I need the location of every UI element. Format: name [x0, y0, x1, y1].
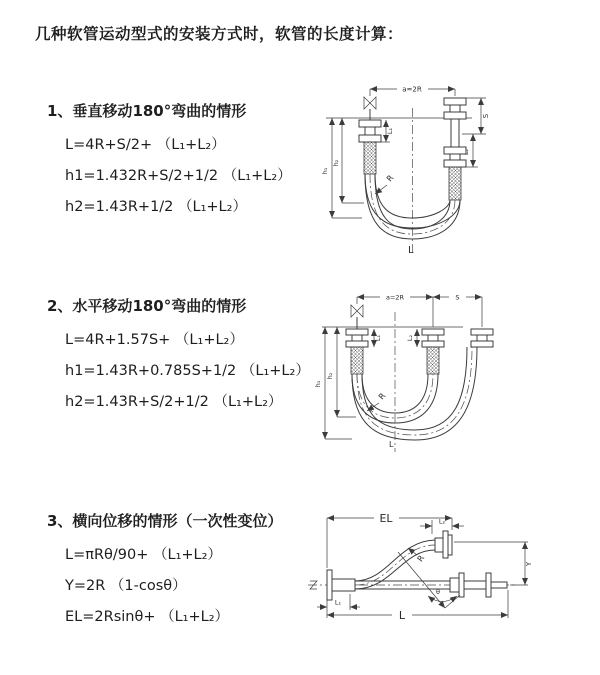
dim-label-l1: L₁ [374, 334, 382, 342]
formula-length: L=πRθ/90+ （L₁+L₂） [65, 547, 222, 563]
left-flange-fitting [327, 570, 355, 600]
dim-a-2r [370, 86, 455, 97]
formula-length: L=4R+S/2+ （L₁+L₂） [65, 137, 226, 153]
dim-label-l1: L₁ [334, 598, 342, 607]
dim-label-h2: h₂ [332, 159, 340, 167]
section-2 [47, 295, 327, 418]
diagram-horizontal-180-bend [310, 284, 600, 456]
dim-y [454, 542, 533, 585]
hose-loop-displaced [352, 347, 477, 440]
dim-label-l: L [389, 440, 394, 449]
diagram-lateral-displacement [300, 510, 600, 658]
dim-l1 [317, 594, 360, 610]
braided-hose-section [364, 142, 376, 174]
dim-label-r: R [376, 391, 388, 402]
formula-length: L=4R+1.57S+ （L₁+L₂） [65, 332, 244, 348]
dim-label-l1: L₁ [386, 127, 394, 135]
left-flange-fitting [359, 120, 381, 174]
braided-hose-section [427, 347, 439, 374]
dim-l [327, 590, 508, 622]
dim-label-l: L [398, 609, 406, 622]
middle-flange-fitting [422, 329, 444, 374]
dim-l2 [420, 518, 464, 535]
displaced-hose [355, 531, 452, 589]
braided-hose-section [351, 347, 363, 374]
dim-label-a2r: a=2R [402, 85, 422, 94]
dim-l1 [381, 120, 394, 142]
section-2-heading: 2、水平移动180°弯曲的情形 [47, 297, 247, 315]
dim-s [433, 294, 482, 302]
dim-label-r: R [384, 173, 396, 184]
valve-symbol [364, 97, 376, 120]
formula-h1: h1=1.43R+0.785S+1/2 （L₁+L₂） [65, 363, 310, 379]
dim-label-h1: h₁ [321, 167, 329, 175]
left-flange-fitting [346, 329, 368, 374]
angle-label-theta: θ [436, 588, 440, 596]
dim-label-h2: h₂ [326, 372, 334, 380]
dim-a-2r [357, 294, 433, 302]
dim-label-a2r: a=2R [385, 293, 405, 302]
formula-h1: h1=1.432R+S/2+1/2 （L₁+L₂） [65, 168, 292, 184]
valve-symbol [351, 305, 363, 329]
dim-label-l: L [408, 245, 414, 256]
dim-label-r: R [415, 553, 427, 564]
right-flange-fitting [471, 329, 493, 347]
dim-label-l2: L₂ [406, 334, 414, 342]
dim-label-l2: L₂ [462, 148, 470, 156]
formula-h2: h2=1.43R+S/2+1/2 （L₁+L₂） [65, 394, 283, 410]
radius-callout [375, 173, 396, 194]
radius-callout [367, 391, 388, 411]
dim-label-y: Y [525, 561, 533, 567]
braided-hose-section [449, 167, 461, 200]
section-1 [47, 100, 327, 223]
section-3 [47, 510, 327, 633]
dim-label-l2: L₂ [438, 517, 446, 526]
dim-label-h1: h₁ [314, 380, 322, 388]
dim-l2 [406, 329, 417, 347]
formula-y: Y=2R （1-cosθ） [65, 578, 187, 594]
section-3-heading: 3、横向位移的情形（一次性变位） [47, 512, 283, 530]
dim-l1 [374, 329, 382, 347]
dim-label-el: EL [379, 512, 393, 525]
formula-h2: h2=1.43R+1/2 （L₁+L₂） [65, 199, 247, 215]
radius-callout [408, 548, 426, 563]
diagram-vertical-180-bend [312, 76, 597, 258]
section-1-heading: 1、垂直移动180°弯曲的情形 [47, 102, 247, 120]
formula-el: EL=2Rsinθ+ （L₁+L₂） [65, 609, 230, 625]
dim-label-s: S [482, 113, 490, 119]
dim-h2 [332, 118, 364, 203]
page-title: 几种软管运动型式的安装方式时，软管的长度计算： [35, 25, 404, 43]
dim-label-s: S [455, 293, 460, 302]
